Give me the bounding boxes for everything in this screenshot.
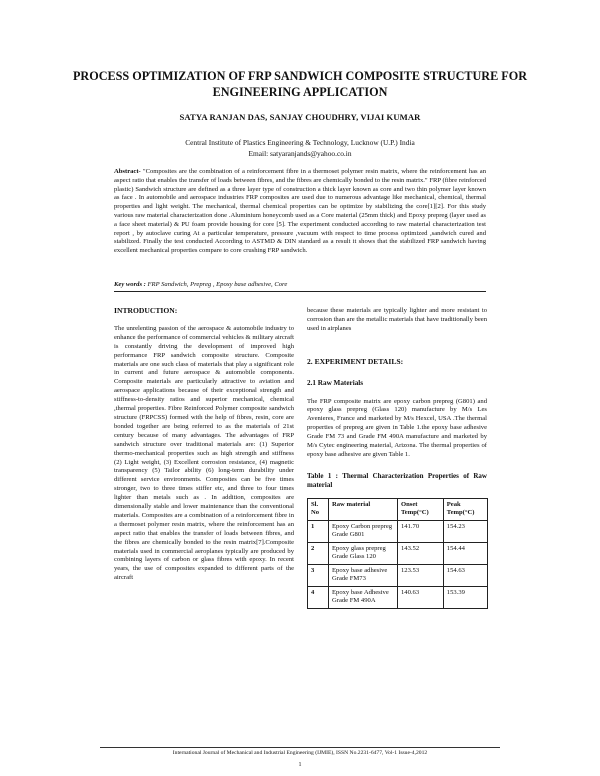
row-onset-temp: 141.70 [398, 520, 444, 542]
raw-materials-text: The FRP composite matrix are epoxy carbon prepreg (G801) and epoxy glass prepreg (Glass 120) manufacture by M/s Les Avenieres, France and marketed by M/s Hexcel, USA .The thermal properties of prepreg are given in Table 1.the epoxy base adhesive Grade FM 73 and Grade FM 490A manufacture and marketed by M/s Cytec engineering material, Arizona. The thermal properties of epoxy base adhesive are given Table 1. [307, 397, 487, 458]
paper-title: PROCESS OPTIMIZATION OF FRP SANDWICH COMPOSITE STRUCTURE FOR ENGINEERING APPLICATION [72, 69, 528, 99]
experiment-heading: 2. EXPERIMENT DETAILS: [307, 356, 404, 366]
row-peak-temp: 154.63 [443, 564, 487, 586]
abstract-label: Abstract- [114, 168, 141, 175]
row-material: Epoxy base adhesive Grade FM73 [329, 564, 398, 586]
keywords-text: FRP Sandwich, Prepreg , Epoxy base adhesive, Core [145, 281, 288, 288]
introduction-heading: INTRODUCTION: [114, 306, 178, 315]
row-peak-temp: 153.39 [443, 586, 487, 608]
row-sl: 1 [308, 520, 329, 542]
table-caption: Table 1 : Thermal Characterization Properties of Raw material [307, 471, 487, 489]
row-onset-temp: 140.63 [398, 586, 444, 608]
affiliation: Central Institute of Plastics Engineering & Technology, Lucknow (U.P.) India [185, 138, 415, 147]
journal-footer: International Journal of Mechanical and Industrial Engineering (IJMIE), ISSN No.2231-6477, Vol-1 Issue-4,2012 [100, 747, 500, 756]
row-material: Epoxy glass prepreg Grade Glass 120 [329, 542, 398, 564]
left-column [114, 307, 294, 583]
table-header-cell: Onset Temp(°C) [398, 498, 444, 520]
table-row [308, 564, 488, 586]
raw-materials-heading: 2.1 Raw Materials [307, 378, 364, 387]
row-sl: 4 [308, 586, 329, 608]
row-material: Epoxy base Adhesive Grade FM 490A [329, 586, 398, 608]
row-peak-temp: 154.44 [443, 542, 487, 564]
author-email: Email: satyaranjands@yahoo.co.in [248, 149, 352, 158]
row-peak-temp: 154.23 [443, 520, 487, 542]
author-affiliation-block [60, 137, 540, 159]
table-row [308, 542, 488, 564]
raw-material-table [307, 498, 488, 609]
table-row [308, 586, 488, 608]
table-header-cell: Sl. No [308, 498, 329, 520]
row-sl: 2 [308, 542, 329, 564]
table-header-cell: Peak Temp(°C) [443, 498, 487, 520]
table-row [308, 520, 488, 542]
keywords-label: Key words : [114, 281, 146, 288]
paper-authors: SATYA RANJAN DAS, SANJAY CHOUDHRY, VIJAI KUMAR [179, 112, 421, 122]
keywords [114, 281, 486, 292]
introduction-text: The unrelenting passion of the aerospace & automobile industry to enhance the performance of commercial vehicles & military aircraft is constantly driving the development of improved high performance FRP sandwich composite structure. Composite materials are one such class of materials that play a significant role in current and future aerospace & automobile components. Composite materials are particularly attractive to aviation and aerospace applications because of their exceptional strength and stiffness-to-density ratios and superior mechanical, chemical ,thermal properties. Fibre Reinforced Polymer composite sandwich structure (FRPCSS) formed with the help of fibres, resin, core are bonded together are being referred to as the materials of 21st century because of many advantages. The advantages of FRP sandwich structure over traditional materials are: (1) Superior thermo-mechanical properties such as high strength and stiffness (2) Light weight, (3) Excellent corrosion resistance, (4) magnetic transparency (5) Tailor ability (6) long-term durability under different service environments. Composites can be five times stronger, two to three times stiffer etc, and three to four times lighter than metals such as . In addition, composites are dimensionally stable and lower maintenance than the conventional materials. Composites are a combination of a reinforcement fibre in a thermoset polymer resin matrix, where the reinforcement has an aspect ratio that enables the transfer of loads between fibres, and the fibres are chemically bonded to the resin matrix[7].Composite materials used in commercial aeroplanes typically are produced by combining layers of carbon or glass fibres with epoxy. In recent years, the use of composites expanded to different parts of the aircraft [114, 324, 294, 582]
row-sl: 3 [308, 564, 329, 586]
page-number: 1 [298, 762, 302, 768]
abstract-text: "Composites are the combination of a reinforcement fibre in a thermoset polymer resin matrix, where the reinforcement has an aspect ratio that enables the transfer of loads between fibres, and the fibres are chemically bonded to the resin matrix." FRP (fibre reinforced plastic) Sandwich structure are defined as a three layer type of construction a thick layer known as core and two thin polymer layer known as face . In automobile and aerospace industries FRP composites are used due to numerous advantage like mechanical, chemical, thermal properties and light weight. The mechanical, thermal chemical properties can be optimize by stabilizing the core[1][2]. For this study various raw material characterization done .Aluminium honeycomb used as a Core material (25mm thick) and Epoxy prepreg (layer used as a face sheet material) & PU foam provide housing for core [5]. The experiment conducted according to raw material characterization test report , by autoclave curing At a particular temperature, pressure ,vacuum with respect to time process optimized ,sandwich cured and stabilized. Finally the test conducted According to ASTMD & DIN standard as a result it shows that the stabilized FRP sandwich having excellent mechanical properties compare to core crushing FRP sandwich. [114, 168, 486, 255]
row-material: Epoxy Carbon prepreg Grade G801 [329, 520, 398, 542]
right-column [307, 307, 487, 609]
table-header-row [308, 498, 488, 520]
abstract [114, 168, 486, 256]
table-header-cell: Raw material [329, 498, 398, 520]
introduction-continued-text: because these materials are typically lighter and more resistant to corrosion than are the metallic materials that have traditionally been used in airplanes [307, 307, 487, 332]
row-onset-temp: 123.53 [398, 564, 444, 586]
row-onset-temp: 143.52 [398, 542, 444, 564]
